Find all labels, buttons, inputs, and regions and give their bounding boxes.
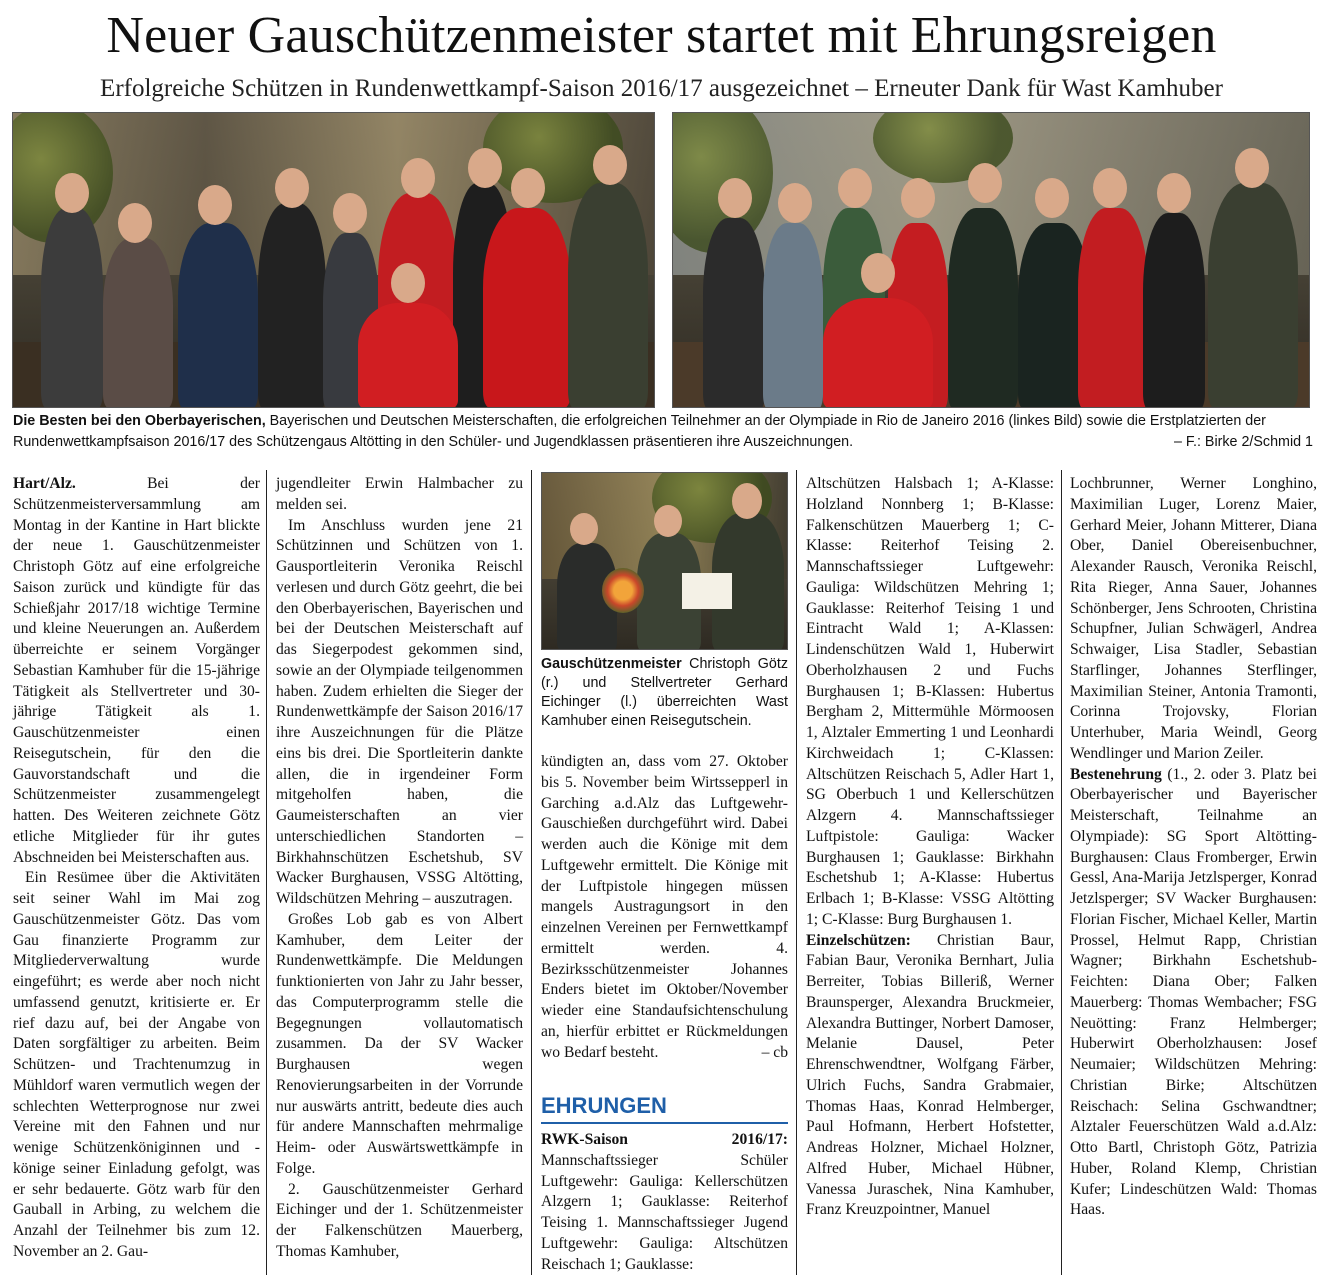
handover-photo: [541, 472, 788, 650]
subheadline: Erfolgreiche Schützen in Rundenwettkampf-Saison 2016/17 ausgezeichnet – Erneuter Dank für Wast Kamhuber: [100, 75, 1223, 102]
dateline: Hart/Alz.: [13, 475, 76, 492]
article-column-4: [806, 474, 1054, 1221]
paragraph: Altschützen Halsbach 1; A-Klasse: Holzland Nonnberg 1; B-Klasse: Falkenschützen Mauerberg 1; C-Klasse: Reiterhof Teising 2. Mannschaftssieger Luftgewehr: Gauliga: Wildschützen Mehring 1; Gauklasse: Reiterhof Teising 1 und Eintracht Wald 1; A-Klassen: Lindenschützen Wald 1, Huberwirt Oberholzhausen 2 und Fuchs Burghausen 1; B-Klassen: Hubertus Bergham 2, Mittermühle Mörmoosen 1, Alztaler Emmerting 1 und Leonhardi Kirchweidach 1; C-Klassen: Altschützen Reischach 5, Adler Hart 1, SG Oberbuch 1 und Kellerschützen Alzgern 4. Mannschaftssieger Luftpistole: Gauliga: Wacker Burghausen 1; Gauklasse: Birkhahn Eschetshub 1; A-Klasse: Hubertus Erlbach 1; B-Klasse: VSSG Altötting 1; C-Klasse: Burg Burghausen 1.: [806, 475, 1054, 928]
paragraph: Ein Resümee über die Aktivitäten seit seiner Wahl im Mai zog Gauschützenmeister Götz. Das vom Gau finanzierte Programm zur Mitgliederverwaltung wurde eingeführt; es werde aber noch nicht umfassend genutzt, kritisierte er. Er rief dazu auf, bei der Angabe von Daten sorgfältiger zu arbeiten. Beim Schützen- und Trachtenumzug in Mühldorf waren vermutlich wegen der schlechten Wetterprognose nur zwei Vereine mit den Fahnen und nur wenige Schützenköniginnen und -könige seiner Einladung gefolgt, was er sehr bedauerte. Götz warb für den Gauball in Arbing, zu welchem die Anzahl der Teilnehmer bis zum 12. November an 2. Gau-: [13, 869, 260, 1260]
headline: Neuer Gauschützenmeister startet mit Ehrungsreigen: [106, 7, 1217, 64]
group-photo-left: [12, 112, 655, 408]
caption-lead: Die Besten bei den Oberbayerischen,: [13, 413, 266, 429]
paragraph: Hart/Alz. Bei der Schützenmeisterversammlung am Montag in der Kantine in Hart blickte der neue 1. Gauschützenmeister Christoph Götz auf eine erfolgreiche Saison zurück und kündigte für das Schießjahr 2017/18 wichtige Termine und kleine Neuerungen an. Außerdem überreichte er seinem Vorgänger Sebastian Kamhuber für die 15-jährige Tätigkeit als Stellvertreter und 30-jährige Tätigkeit als 1. Gauschützenmeister einen Reisegutschein, für den die Gauvorstandschaft und die Schützenmeister zusammengelegt hatten. Des Weiteren zeichnete Götz etliche Mitglieder für ihr gutes Abschneiden bei Meisterschaften aus.: [13, 475, 260, 866]
article-column-5: [1070, 474, 1317, 1221]
paragraph: Lochbrunner, Werner Longhino, Maximilian Luger, Lorenz Maier, Gerhard Meier, Johann Mitterer, Diana Ober, Daniel Obereisenbuchner, Alexander Rausch, Veronika Reischl, Rita Rieger, Anna Sauer, Johannes Schönberger, Jens Schrooten, Christina Schupfner, Julian Schwägerl, Andrea Schwaiger, Lisa Stadler, Sebastian Starflinger, Johannes Sterflinger, Maximilian Steiner, Antonia Tramonti, Corinna Trojovsky, Florian Unterhuber, Maria Weindl, Georg Wendlinger und Marion Zeiler.: [1070, 475, 1317, 762]
article-column-3: [541, 752, 788, 1063]
group-photo-right: [672, 112, 1310, 408]
paragraph: Bestenehrung (1., 2. oder 3. Platz bei Oberbayerischer und Bayerischer Meisterschaft, Teilnahme an Olympiade): SG Sport Altötting-Burghausen: Claus Fromberger, Erwin Gessl, Ana-Marija Jetzlsperger, Konrad Jetzlsperger; SV Wacker Burghausen: Florian Fischer, Michael Keller, Martin Prossel, Helmut Rapp, Christian Wagner; Birkhahn Eschetshub-Feichten: Diana Ober; Falken Mauerberg: Thomas Wembacher; FSG Neuötting: Franz Helmberger; Huberwirt Oberholzhausen: Josef Neumaier; Wildschützen Mehring: Christian Birke; Altschützen Reischach: Selina Gschwandtner; Alztaler Feuerschützen Wald a.d.Alz: Otto Bartl, Christoph Götz, Patrizia Huber, Roland Klemp, Christian Kufer; Lindeschützen Wald: Thomas Haas.: [1070, 765, 1317, 1219]
paragraph: kündigten an, dass vom 27. Oktober bis 5. November beim Wirtssepperl in Garching a.d.Alz das Luftgewehr-Gauschießen durchgeführt wird. Dabei werden auch die Könige mit dem Luftgewehr ermittelt. Die Könige mit der Luftpistole hingegen müssen mangels Austragungsort in den einzelnen Vereinen per Fernwettkampf ermittelt werden. 4. Bezirksschützenmeister Johannes Enders bietet im Oktober/November wieder eine Standaufsichtenschulung an, hierfür erbittet er Rückmeldungen wo Bedarf besteht. – cb: [541, 752, 788, 1063]
best-lead: Bestenehrung: [1070, 765, 1162, 783]
author-sign: – cb: [761, 1043, 788, 1061]
inline-caption-text: Christoph Götz (r.) und Stellvertreter Gerhard Eichinger (l.) überreichten Wast Kamhuber einen Reisegutschein.: [541, 656, 788, 729]
einzel-lead: Einzelschützen:: [806, 931, 911, 949]
handover-caption: [541, 655, 788, 731]
paragraph: Im Anschluss wurden jene 21 Schützinnen und Schützen von 1. Gausportleiterin Veronika Reischl verlesen und durch Götz geehrt, die bei den Oberbayerischen, Bayerischen und bei der Deutschen Meisterschaft auf das Siegerpodest gekommen sind, sowie an der Olympiade teilgenommen haben. Zudem erhielten die Sieger der Rundenwettkämpfe der Saison 2016/17 ihre Auszeichnungen für die Plätze eins bis drei. Die Sportleiterin dankte allen, die in irgendeiner Form mitgeholfen haben, die Gaumeisterschaften an vier unterschiedlichen Standorten – Birkhahnschützen Eschetshub, SV Wacker Burghausen, VSSG Altötting, Wildschützen Mehring – auszutragen.: [276, 516, 523, 907]
paragraph: jugendleiter Erwin Halmbacher zu melden sei.: [276, 475, 523, 513]
paragraph: Großes Lob gab es von Albert Kamhuber, dem Leiter der Rundenwettkämpfe. Die Meldungen funktionierten von Jahr zu Jahr besser, das Computerprogramm stelle die Begegnungen vollautomatisch zusammen. Da der SV Wacker Burghausen wegen Renovierungsarbeiten in der Vorrunde nur auswärts antritt, bedeute dies auch für andere Mannschaften mehrmalige Heim- oder Auswärtswettkämpfe in Folge.: [276, 910, 523, 1177]
paragraph: 2. Gauschützenmeister Gerhard Eichinger und der 1. Schützenmeister der Falkenschützen Mauerberg, Thomas Kamhuber,: [276, 1180, 523, 1260]
article-column-2: [276, 474, 523, 1263]
inline-caption-lead: Gauschützenmeister: [541, 656, 682, 672]
rwk-lead: RWK-Saison 2016/17:: [541, 1131, 788, 1148]
ehrungen-column-start: [541, 1130, 788, 1275]
section-title-ehrungen: EHRUNGEN: [541, 1090, 788, 1124]
paragraph: Einzelschützen: Christian Baur, Fabian Baur, Veronika Bernhart, Julia Berreiter, Tobias Billeriß, Werner Braunsperger, Alexandra Bruckmeier, Alexandra Buttinger, Norbert Damoser, Melanie Dausel, Peter Ehrenschwendtner, Wolfgang Färber, Ulrich Fuchs, Sandra Grabmaier, Thomas Haas, Konrad Helmberger, Paul Hofmann, Herbert Hofstetter, Andreas Holzner, Michael Holzner, Alfred Huber, Michael Hübner, Vanessa Juraschek, Nina Kamhuber, Franz Kreuzpointner, Manuel: [806, 931, 1054, 1219]
photo-caption: [13, 411, 1313, 453]
paragraph: RWK-Saison 2016/17: Mannschaftssieger Schüler Luftgewehr: Gauliga: Kellerschützen Alzgern 1; Gauklasse: Reiterhof Teising 1. Mannschaftssieger Jugend Luftgewehr: Gauliga: Altschützen Reischach 1; Gauklasse:: [541, 1131, 788, 1273]
article-column-1: [13, 474, 260, 1263]
caption-text: Bayerischen und Deutschen Meisterschaften, die erfolgreichen Teilnehmer an der Olympiade in Rio de Janeiro 2016 (linkes Bild) sowie die Erstplatzierten der Rundenwettkampfsaison 2016/17 des Schützengaus Altötting in den Schüler- und Jugendklassen präsentieren ihre Auszeichnungen.: [13, 413, 1266, 450]
photo-credit: – F.: Birke 2/Schmid 1: [1173, 434, 1313, 450]
